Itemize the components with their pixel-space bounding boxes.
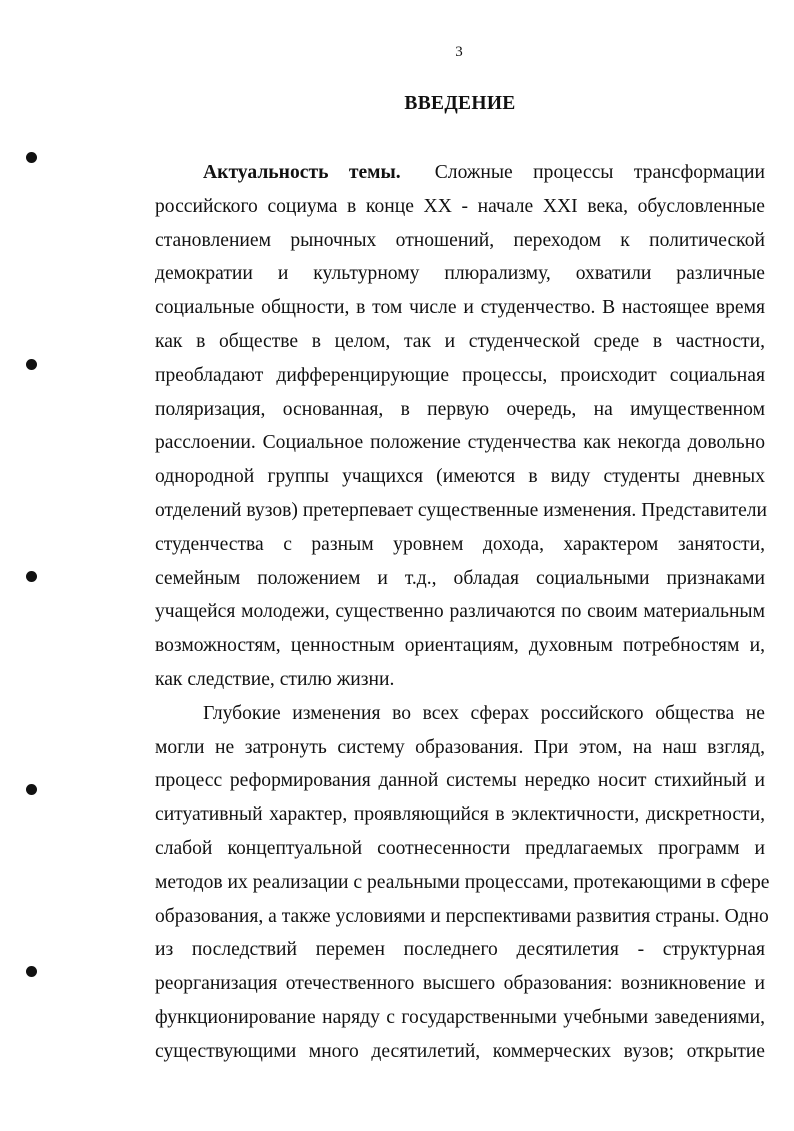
text-line: расслоении. Социальное положение студенчества как некогда довольно [155, 432, 765, 454]
text-line: демократии и культурному плюрализму, охватили различные [155, 263, 765, 285]
text-line: из последствий перемен последнего десятилетия - структурная [155, 939, 765, 961]
section-heading: ВВЕДЕНИЕ [404, 93, 516, 114]
text-line: как следствие, стилю жизни. [155, 668, 395, 690]
page-number: 3 [455, 44, 463, 60]
binding-hole [26, 784, 37, 795]
binding-hole [26, 966, 37, 977]
binding-hole [26, 571, 37, 582]
paragraph-education [155, 697, 770, 1069]
binding-hole [26, 359, 37, 370]
paragraph-relevance [155, 156, 768, 697]
text-line: становлением рыночных отношений, переходом к политической [155, 229, 765, 251]
text-line: российского социума в конце XX - начале XXI века, обусловленные [155, 195, 765, 217]
text-line: функционирование наряду с государственными учебными заведениями, [155, 1006, 765, 1028]
text-line: образования, а также условиями и перспективами развития страны. Одно [155, 905, 769, 927]
text-line: методов их реализации с реальными процессами, протекающими в сфере [155, 871, 770, 893]
text-line: учащейся молодежи, существенно различаются по своим материальным [155, 601, 765, 623]
text-line: Глубокие изменения во всех сферах российского общества не [203, 702, 765, 724]
text-line: могли не затронуть систему образования. При этом, на наш взгляд, [155, 736, 765, 758]
text-line: Актуальность темы. Сложные процессы трансформации [203, 162, 766, 183]
text-line: студенчества с разным уровнем дохода, характером занятости, [155, 533, 765, 555]
text-line: ситуативный характер, проявляющийся в эклектичности, дискретности, [155, 804, 765, 826]
text-line: слабой концептуальной соотнесенности предлагаемых программ и [155, 837, 765, 859]
binding-hole [26, 152, 37, 163]
text-line: как в обществе в целом, так и студенческой среде в частности, [155, 330, 765, 352]
text-line: существующими много десятилетий, коммерческих вузов; открытие [155, 1040, 765, 1062]
text-line: отделений вузов) претерпевает существенные изменения. Представители [155, 499, 768, 521]
text-line: реорганизация отечественного высшего образования: возникновение и [155, 973, 765, 995]
text-line: семейным положением и т.д., обладая социальными признаками [155, 567, 765, 589]
body-text [155, 156, 770, 1069]
text-line: поляризация, основанная, в первую очередь, на имущественном [155, 398, 765, 420]
text-line: возможностям, ценностным ориентациям, духовным потребностям и, [155, 635, 765, 657]
text-line: однородной группы учащихся (имеются в виду студенты дневных [155, 466, 765, 488]
text-line: преобладают дифференцирующие процессы, происходит социальная [155, 364, 765, 386]
relevance-lead: Актуальность темы. [203, 162, 401, 183]
text-line: процесс реформирования данной системы нередко носит стихийный и [155, 770, 765, 792]
text-line: социальные общности, в том числе и студенчество. В настоящее время [155, 297, 765, 319]
